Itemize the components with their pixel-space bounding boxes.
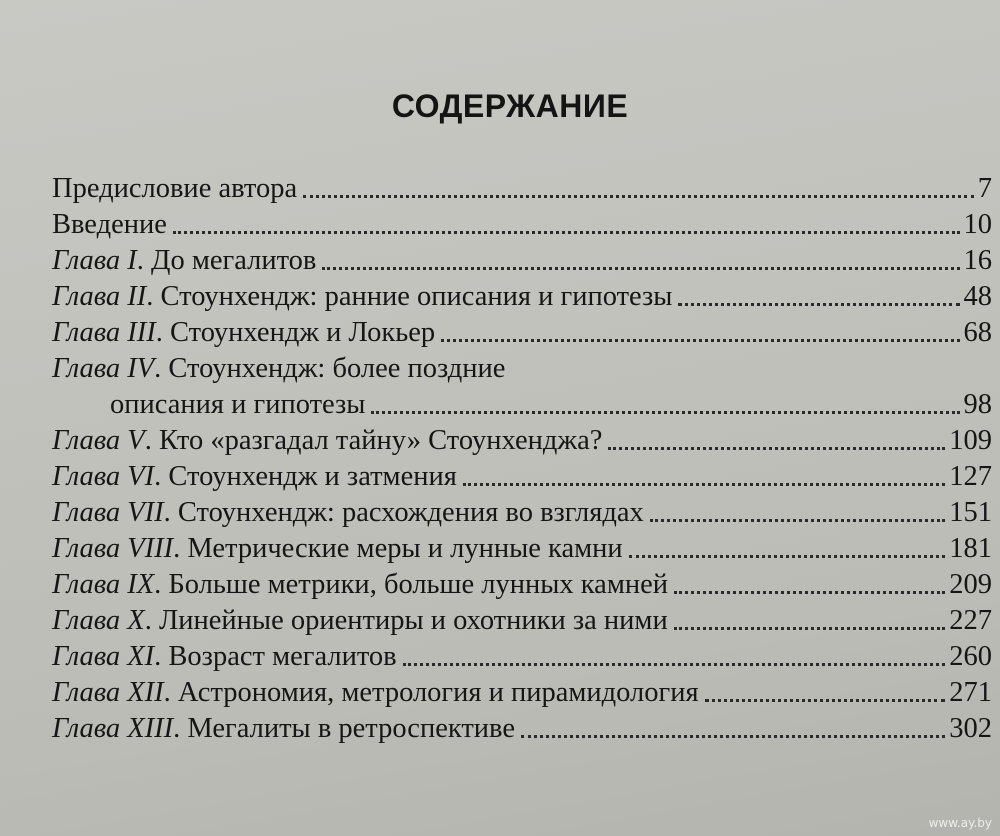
- watermark: www.ay.by: [928, 816, 992, 830]
- toc-entry: [52, 242, 992, 278]
- toc-entry-title: Глава VI. Стоунхендж и затмения: [52, 461, 457, 492]
- toc-entry: [52, 638, 992, 674]
- toc-entry-title: Глава VII. Стоунхендж: расхождения во взглядах: [52, 497, 644, 528]
- toc-page-number: 127: [949, 461, 992, 492]
- toc-page-number: 302: [949, 713, 992, 744]
- toc-entry-title-line1: Глава IV. Стоунхендж: более поздние: [52, 353, 506, 384]
- toc-page-number: 271: [949, 677, 992, 708]
- toc-entry-title: Глава III. Стоунхендж и Локьер: [52, 317, 436, 348]
- toc-entry-title: Предисловие автора: [52, 173, 298, 204]
- dot-leader: [650, 518, 945, 522]
- toc-page-number: 16: [963, 245, 992, 276]
- toc-entry-title: Глава XIII. Мегалиты в ретроспективе: [52, 713, 515, 744]
- toc-page-number: 7: [977, 173, 992, 204]
- toc-entry-title: Глава VIII. Метрические меры и лунные камни: [52, 533, 623, 564]
- toc-page-number: 48: [963, 281, 992, 312]
- chapter-prefix: Глава I: [52, 245, 137, 276]
- dot-leader: [629, 554, 946, 558]
- chapter-prefix: Глава VI: [52, 461, 155, 492]
- dot-leader: [521, 734, 945, 738]
- chapter-prefix: Глава XIII: [52, 713, 174, 744]
- chapter-prefix: Глава III: [52, 317, 156, 348]
- toc-entry: [52, 674, 992, 710]
- dot-leader: [441, 338, 959, 342]
- toc-entry-title: Глава XII. Астрономия, метрология и пирамидология: [52, 677, 699, 708]
- dot-leader: [463, 482, 945, 486]
- toc-page-number: 209: [949, 569, 992, 600]
- dot-leader: [303, 194, 974, 198]
- toc-entry-title: Глава I. До мегалитов: [52, 245, 317, 276]
- toc-entry-title-line2: описания и гипотезы: [110, 389, 366, 420]
- chapter-prefix: Глава XII: [52, 677, 164, 708]
- toc-entry: [52, 530, 992, 566]
- dot-leader: [674, 626, 946, 630]
- toc-page-number: 98: [963, 389, 992, 420]
- toc-entry: [52, 602, 992, 638]
- toc-page-number: 10: [963, 209, 992, 240]
- chapter-prefix: Глава IX: [52, 569, 155, 600]
- toc-entry: [52, 314, 992, 350]
- dot-leader: [678, 302, 959, 306]
- toc-entry: [52, 710, 992, 746]
- toc-page-number: 260: [949, 641, 992, 672]
- dot-leader: [705, 698, 946, 702]
- toc-page-number: 227: [949, 605, 992, 636]
- toc-entry: [52, 494, 992, 530]
- toc-page-number: 68: [963, 317, 992, 348]
- toc-entry: [52, 458, 992, 494]
- chapter-prefix: Глава V: [52, 425, 145, 456]
- dot-leader: [173, 230, 960, 234]
- toc-entry-title: Глава XI. Возраст мегалитов: [52, 641, 397, 672]
- dot-leader: [674, 590, 945, 594]
- toc-entry-title: Глава IX. Больше метрики, больше лунных камней: [52, 569, 669, 600]
- toc-page-number: 181: [949, 533, 992, 564]
- dot-leader: [403, 662, 946, 666]
- toc-entry: [52, 170, 992, 206]
- toc-entry-title: Введение: [52, 209, 167, 240]
- chapter-prefix: Глава XI: [52, 641, 155, 672]
- dot-leader: [608, 446, 945, 450]
- chapter-prefix: Глава X: [52, 605, 145, 636]
- toc-page-number: 109: [949, 425, 992, 456]
- dot-leader: [371, 410, 959, 414]
- toc-entry: [52, 386, 992, 422]
- toc-entry-title: Глава V. Кто «разгадал тайну» Стоунхенджа?: [52, 425, 603, 456]
- toc-entry: [52, 206, 992, 242]
- chapter-prefix: Глава VIII: [52, 533, 174, 564]
- chapter-prefix: Глава IV: [52, 353, 155, 384]
- page-title: СОДЕРЖАНИЕ: [391, 88, 629, 124]
- toc-entry: [52, 422, 992, 458]
- chapter-prefix: Глава II: [52, 281, 147, 312]
- chapter-prefix: Глава VII: [52, 497, 164, 528]
- toc-entry: [52, 566, 992, 602]
- toc-entry-title: Глава II. Стоунхендж: ранние описания и гипотезы: [52, 281, 673, 312]
- dot-leader: [322, 266, 959, 270]
- toc-entry-title: Глава X. Линейные ориентиры и охотники за ними: [52, 605, 668, 636]
- toc-entry: [52, 278, 992, 314]
- toc-page-number: 151: [949, 497, 992, 528]
